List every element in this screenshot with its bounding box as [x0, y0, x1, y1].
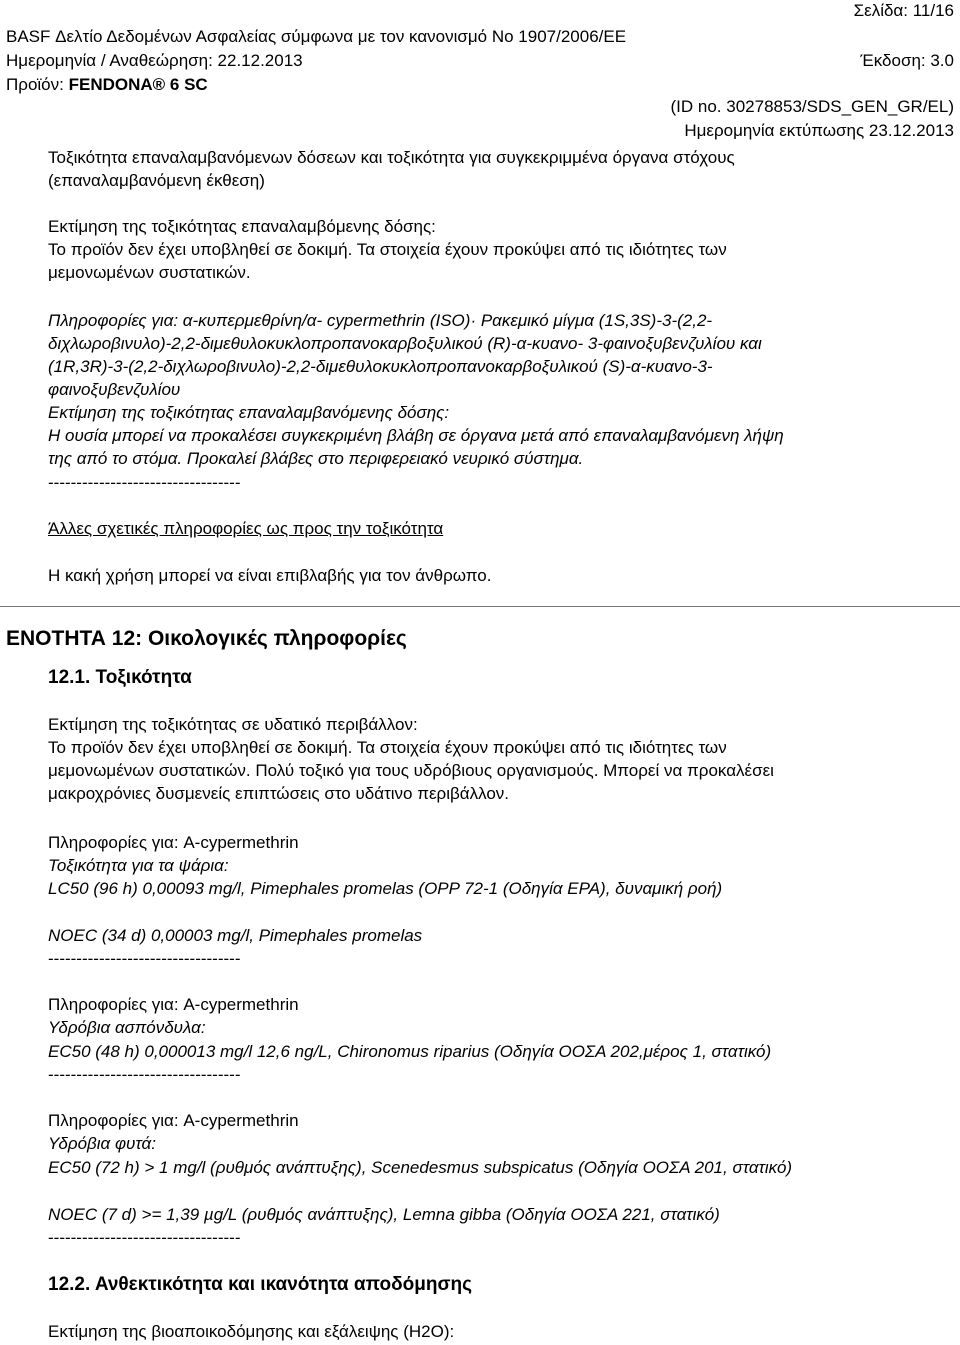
substance-info-line: Εκτίμηση της τοξικότητας επαναλαμβανόμενης δόσης:: [48, 403, 450, 422]
substance-info-line: Πληροφορίες για: α-κυπερμεθρίνη/α- cypermethrin (ISO)· Ρακεμικό μίγμα (1S,3S)-3-(2,2-: [48, 311, 713, 330]
product-name: FENDONA® 6 SC: [68, 75, 208, 94]
biodegradation-label: Εκτίμηση της βιοαποικοδόμησης και εξάλειψης (H2O):: [48, 1322, 455, 1341]
invertebrates-info: Πληροφορίες για: A-cypermethrin: [48, 995, 299, 1014]
other-info-text: Η κακή χρήση μπορεί να είναι επιβλαβής για τον άνθρωπο.: [48, 566, 492, 585]
repeated-toxicity-heading-2: (επαναλαμβανόμενη έκθεση): [48, 171, 265, 190]
substance-info-line: φαινοξυβενζυλίου: [48, 380, 181, 399]
header-title: BASF Δελτίο Δεδομένων Ασφαλείας σύμφωνα με τον κανονισμό No 1907/2006/ΕΕ: [6, 27, 627, 46]
separator: ----------------------------------: [48, 473, 241, 492]
subsection-12-2-title: 12.2. Ανθεκτικότητα και ικανότητα αποδόμησης: [48, 1274, 473, 1295]
section-12-title: ΕΝΟΤΗΤΑ 12: Οικολογικές πληροφορίες: [6, 627, 407, 650]
separator: ----------------------------------: [48, 1065, 241, 1084]
fish-info: Πληροφορίες για: A-cypermethrin: [48, 833, 299, 852]
other-info-heading: Άλλες σχετικές πληροφορίες ως προς την τοξικότητα: [48, 519, 444, 538]
repeated-toxicity-heading-1: Τοξικότητα επαναλαμβανόμενων δόσεων και τοξικότητα για συγκεκριμμένα όργανα στόχους: [48, 148, 735, 167]
fish-label: Τοξικότητα για τα ψάρια:: [48, 856, 229, 875]
plants-ec50: EC50 (72 h) > 1 mg/l (ρυθμός ανάπτυξης), Scenedesmus subspicatus (Οδηγία ΟΟΣΑ 201, στατικό): [48, 1158, 793, 1177]
revision-date: Ημερομηνία / Αναθεώρηση: 22.12.2013: [6, 51, 303, 70]
print-date: Ημερομηνία εκτύπωσης 23.12.2013: [684, 121, 954, 140]
substance-info-line: (1R,3R)-3-(2,2-διχλωροβινυλο)-2,2-διμεθυλοκυκλοπροπανοκαρβοξυλικού (S)-α-κυανο-3-: [48, 357, 713, 376]
invertebrates-label: Υδρόβια ασπόνδυλα:: [48, 1018, 206, 1037]
product-label: Προϊόν:: [6, 75, 64, 94]
separator: ----------------------------------: [48, 1228, 241, 1247]
plants-noec: NOEC (7 d) >= 1,39 µg/L (ρυθμός ανάπτυξης), Lemna gibba (Οδηγία ΟΟΣΑ 221, στατικό): [48, 1205, 720, 1224]
repeated-assessment-label: Εκτίμηση της τοξικότητας επαναλαμβόμενης δόσης:: [48, 217, 436, 236]
plants-label: Υδρόβια φυτά:: [48, 1134, 156, 1153]
fish-noec: NOEC (34 d) 0,00003 mg/l, Pimephales promelas: [48, 926, 423, 945]
section-divider: [0, 606, 960, 607]
aquatic-assessment-label: Εκτίμηση της τοξικότητας σε υδατικό περιβάλλον:: [48, 715, 418, 734]
subsection-12-1-title: 12.1. Τοξικότητα: [48, 667, 192, 688]
invertebrates-ec50: EC50 (48 h) 0,000013 mg/l 12,6 ng/L, Chironomus riparius (Οδηγία ΟΟΣΑ 202,μέρος 1, στατικό): [48, 1042, 772, 1061]
aquatic-assessment-text-2: μεμονωμένων συστατικών. Πολύ τοξικό για τους υδρόβιους οργανισμούς. Μπορεί να προκαλέσει: [48, 761, 774, 780]
aquatic-assessment-text-3: μακροχρόνιες δυσμενείς επιπτώσεις στο υδάτινο περιβάλλον.: [48, 784, 510, 803]
product-line: [6, 74, 208, 96]
separator: ----------------------------------: [48, 949, 241, 968]
version: Έκδοση: 3.0: [860, 51, 954, 70]
repeated-assessment-text-1: Το προϊόν δεν έχει υποβληθεί σε δοκιμή. Τα στοιχεία έχουν προκύψει από τις ιδιότητες των: [48, 240, 727, 259]
document-id: (ID no. 30278853/SDS_GEN_GR/EL): [670, 97, 954, 116]
substance-info-line: Η ουσία μπορεί να προκαλέσει συγκεκριμένη βλάβη σε όργανα μετά από επαναλαμβανόμενη λήψη: [48, 426, 784, 445]
page-number: Σελίδα: 11/16: [853, 1, 954, 20]
fish-lc50: LC50 (96 h) 0,00093 mg/l, Pimephales promelas (OPP 72-1 (Οδηγία EPA), δυναμική ροή): [48, 879, 723, 898]
substance-info-line: διχλωροβινυλο)-2,2-διμεθυλοκυκλοπροπανοκαρβοξυλικού (R)-α-κυανο- 3-φαινοξυβενζυλίου και: [48, 334, 762, 353]
repeated-assessment-text-2: μεμονωμένων συστατικών.: [48, 263, 251, 282]
substance-info-line: της από το στόμα. Προκαλεί βλάβες στο περιφερειακό νευρικό σύστημα.: [48, 449, 584, 468]
aquatic-assessment-text-1: Το προϊόν δεν έχει υποβληθεί σε δοκιμή. Τα στοιχεία έχουν προκύψει από τις ιδιότητες των: [48, 738, 727, 757]
plants-info: Πληροφορίες για: A-cypermethrin: [48, 1111, 299, 1130]
